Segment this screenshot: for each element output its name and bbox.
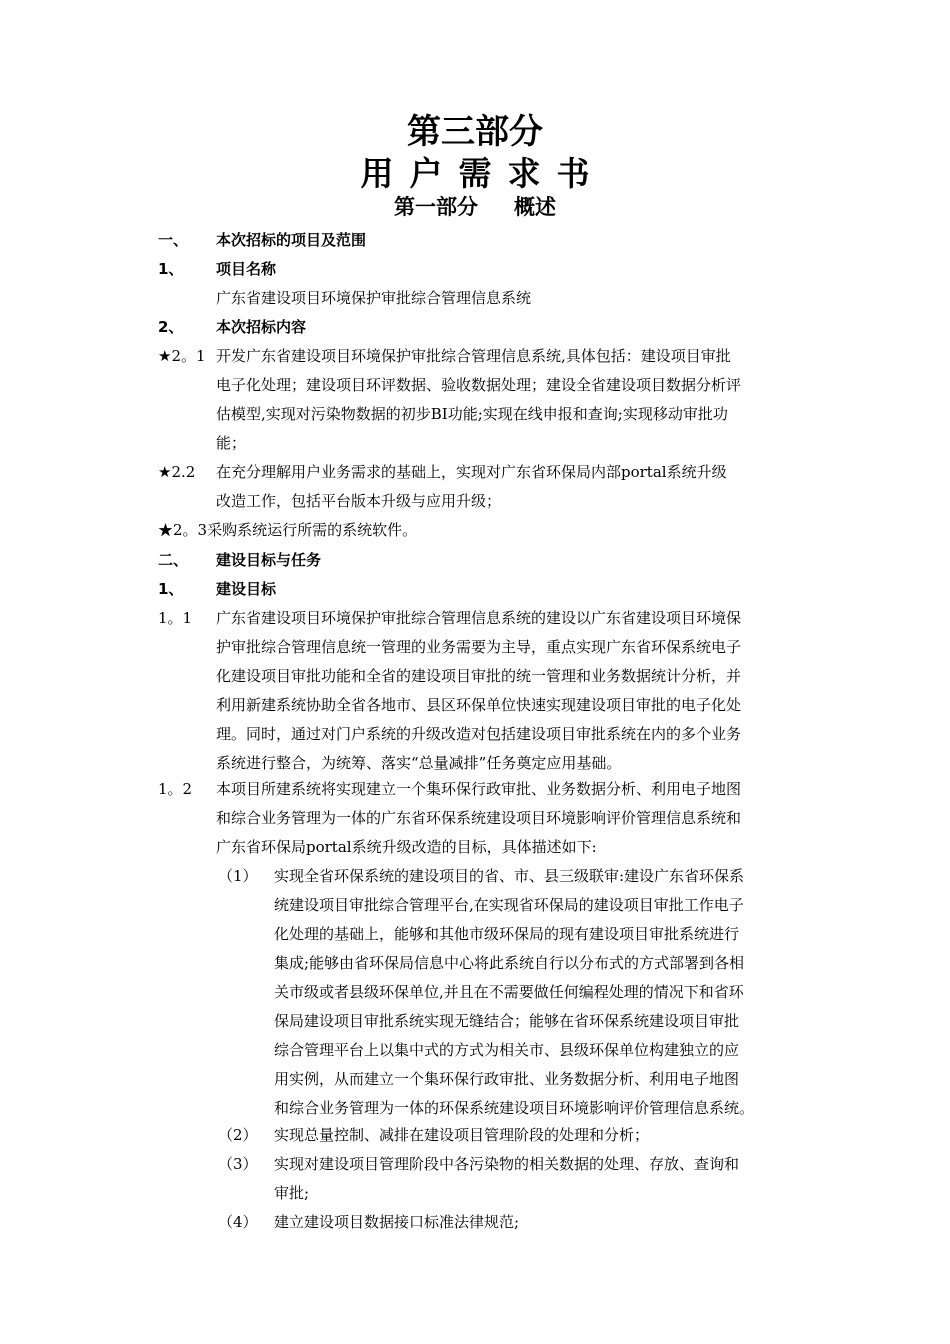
text-line: 改造工作，包括平台版本升级与应用升级； (216, 492, 502, 510)
text-line: 在充分理解用户业务需求的基础上，实现对广东省环保局内部portal系统升级 (216, 463, 727, 481)
text-line: 实现全省环保系统的建设项目的省、市、县三级联审:建设广东省环保系 (274, 867, 745, 885)
section-title-left: 第一部分 (394, 195, 478, 219)
text-line: 和综合业务管理为一体的广东省环保系统建设项目环境影响评价管理信息系统和 (216, 809, 742, 827)
text-line: 利用新建系统协助全省各地市、县区环保单位快速实现建设项目审批的电子化处 (216, 696, 742, 714)
text-line: 本项目所建系统将实现建立一个集环保行政审批、业务数据分析、利用电子地图 (216, 780, 742, 798)
point-3-number: （3） (218, 1155, 258, 1173)
main-title: 用户需求书 (360, 154, 606, 193)
item-1-2-number: 1。2 (158, 780, 193, 798)
text-line: 广东省环保局portal系统升级改造的目标，具体描述如下: (216, 838, 597, 856)
point-1-text (274, 862, 754, 1123)
heading-1-2-text: 本次招标内容 (216, 318, 307, 336)
heading-1-text: 本次招标的项目及范围 (216, 231, 367, 249)
text-line: 电子化处理；建设项目环评数据、验收数据处理；建设全省建设项目数据分析评 (216, 376, 742, 394)
heading-2-text: 建设目标与任务 (216, 551, 322, 569)
text-line: 化处理的基础上，能够和其他市级环保局的现有建设项目审批系统进行 (274, 925, 740, 943)
text-line: 广东省建设项目环境保护审批综合管理信息系统的建设以广东省建设项目环境保 (216, 609, 742, 627)
text-line: 能； (216, 434, 247, 452)
heading-1-2-number: 2、 (158, 318, 184, 336)
text-line: 估模型,实现对污染物数据的初步BI功能;实现在线申报和查询;实现移动审批功 (216, 405, 728, 423)
item-2-1-text (216, 342, 741, 458)
point-3-text (274, 1150, 739, 1208)
heading-1-number: 一、 (158, 231, 189, 249)
item-1-2-text (216, 775, 741, 862)
heading-2-number: 二、 (158, 551, 189, 569)
text-line: 开发广东省建设项目环境保护审批综合管理信息系统,具体包括：建设项目审批 (216, 347, 731, 365)
section-title (0, 193, 950, 221)
text-line: 实现总量控制、减排在建设项目管理阶段的处理和分析； (274, 1126, 650, 1144)
text-line: 理。同时，通过对门户系统的升级改造对包括建设项目审批系统在内的多个业务 (216, 725, 742, 743)
text-line: 实现对建设项目管理阶段中各污染物的相关数据的处理、存放、查询和 (274, 1155, 740, 1173)
item-2-1-number: ★2。1 (158, 347, 206, 365)
text-line: 综合管理平台上以集中式的方式为相关市、县级环保单位构建独立的应 (274, 1041, 740, 1059)
text-line: 统建设项目审批综合管理平台,在实现省环保局的建设项目审批工作电子 (274, 896, 744, 914)
item-1-1-number: 1。1 (158, 609, 193, 627)
heading-2-1-number: 1、 (158, 580, 184, 598)
text-line: 用实例，从而建立一个集环保行政审批、业务数据分析、利用电子地图 (274, 1070, 740, 1088)
project-name: 广东省建设项目环境保护审批综合管理信息系统 (216, 289, 532, 307)
heading-1-1-text: 项目名称 (216, 260, 277, 278)
point-2-number: （2） (218, 1126, 258, 1144)
item-2-2-text (216, 458, 727, 516)
section-title-right: 概述 (514, 195, 556, 219)
point-1-number: （1） (218, 867, 258, 885)
point-4-text (274, 1208, 519, 1237)
text-line: 护审批综合管理信息统一管理的业务需要为主导，重点实现广东省环保系统电子 (216, 638, 742, 656)
point-4-number: （4） (218, 1213, 258, 1231)
text-line: 化建设项目审批功能和全省的建设项目审批的统一管理和业务数据统计分析，并 (216, 667, 742, 685)
item-2-3-text: ★2。3采购系统运行所需的系统软件。 (158, 521, 418, 539)
point-2-text (274, 1121, 649, 1150)
item-2-2-number: ★2.2 (158, 463, 196, 481)
heading-2-1-text: 建设目标 (216, 580, 277, 598)
text-line: 审批; (274, 1184, 310, 1202)
text-line: 建立建设项目数据接口标准法律规范; (274, 1213, 520, 1231)
text-line: 关市级或者县级环保单位,并且在不需要做任何编程处理的情况下和省环 (274, 983, 744, 1001)
item-1-1-text (216, 604, 741, 778)
text-line: 集成;能够由省环保局信息中心将此系统自行以分布式的方式部署到各相 (274, 954, 745, 972)
text-line: 保局建设项目审批系统实现无缝结合；能够在省环保系统建设项目审批 (274, 1012, 740, 1030)
heading-1-1-number: 1、 (158, 260, 184, 278)
text-line: 和综合业务管理为一体的环保系统建设项目环境影响评价管理信息系统。 (274, 1099, 755, 1117)
part-title: 第三部分 (407, 112, 543, 152)
text-line: 系统进行整合，为统筹、落实“总量减排”任务奠定应用基础。 (216, 754, 622, 772)
